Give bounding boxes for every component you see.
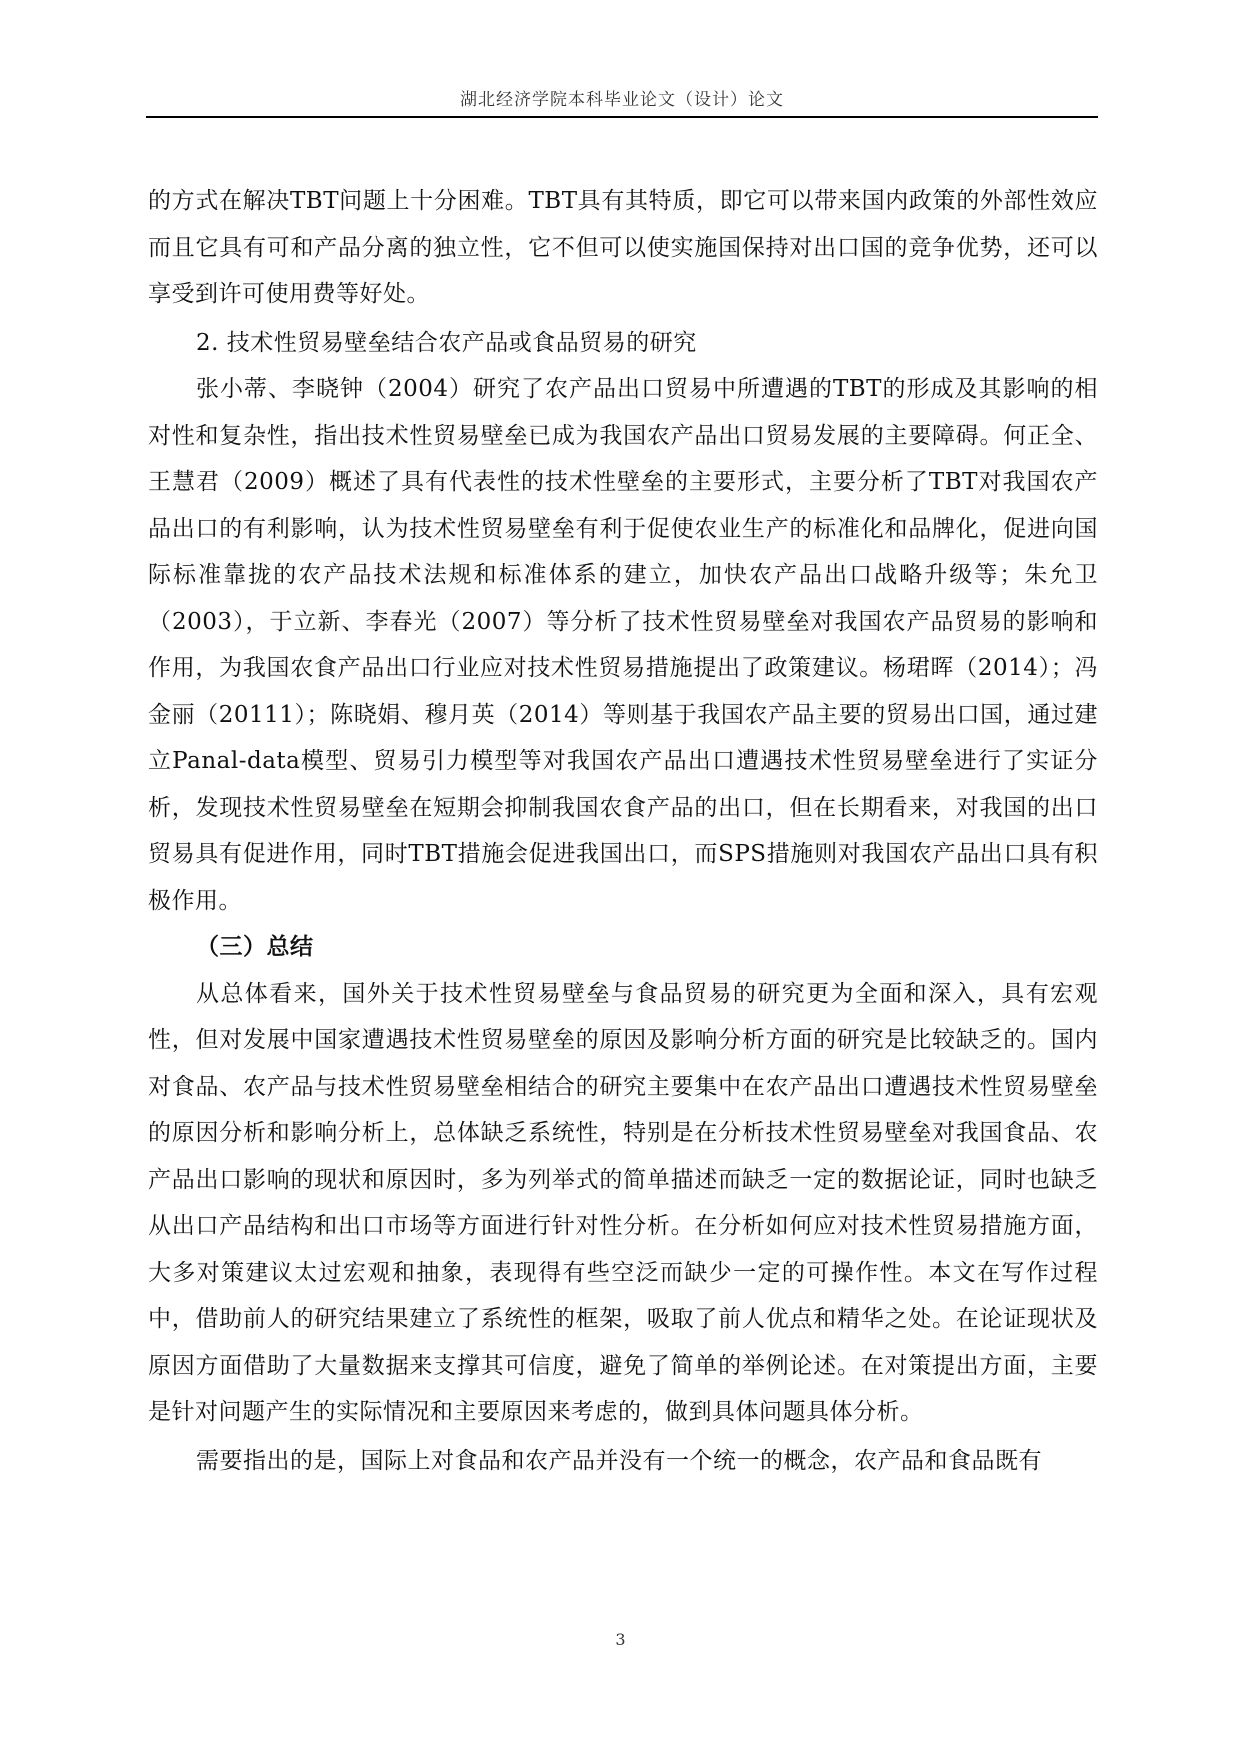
paragraph-summary: 从总体看来，国外关于技术性贸易壁垒与食品贸易的研究更为全面和深入，具有宏观性，但对发展中国家遭遇技术性贸易壁垒的原因及影响分析方面的研究是比较缺乏的。国内对食品、农产品与技术性贸易壁垒相结合的研究主要集中在农产品出口遭遇技术性贸易壁垒的原因分析和影响分析上，总体缺乏系统性，特别是在分析技术性贸易壁垒对我国食品、农产品出口影响的现状和原因时，多为列举式的简单描述而缺乏一定的数据论证，同时也缺乏从出口产品结构和出口市场等方面进行针对性分析。在分析如何应对技术性贸易措施方面，大多对策建议太过宏观和抽象，表现得有些空泛而缺少一定的可操作性。本文在写作过程中，借助前人的研究结果建立了系统性的框架，吸取了前人优点和精华之处。在论证现状及原因方面借助了大量数据来支撑其可信度，避免了简单的举例论述。在对策提出方面，主要是针对问题产生的实际情况和主要原因来考虑的，做到具体问题具体分析。 — [148, 980, 1098, 1425]
section-heading-summary: （三）总结 — [196, 934, 314, 960]
paragraph-continuation: 的方式在解决TBT问题上十分困难。TBT具有其特质，即它可以带来国内政策的外部性效应而且它具有可和产品分离的独立性，它不但可以使实施国保持对出口国的竞争优势，还可以享受到许可使用费等好处。 — [148, 188, 1098, 307]
paragraph-domestic-research: 张小蒂、李晓钟（2004）研究了农产品出口贸易中所遭遇的TBT的形成及其影响的相对性和复杂性，指出技术性贸易壁垒已成为我国农产品出口贸易发展的主要障碍。何正全、王慧君（2009）概述了具有代表性的技术性壁垒的主要形式，主要分析了TBT对我国农产品出口的有利影响，认为技术性贸易壁垒有利于促使农业生产的标准化和品牌化，促进向国际标准靠拢的农产品技术法规和标准体系的建立，加快农产品出口战略升级等；朱允卫（2003），于立新、李春光（2007）等分析了技术性贸易壁垒对我国农产品贸易的影响和作用，为我国农食产品出口行业应对技术性贸易措施提出了政策建议。杨珺晖（2014）；冯金丽（20111）；陈晓娟、穆月英（2014）等则基于我国农产品主要的贸易出口国，通过建立Panal-data模型、贸易引力模型等对我国农产品出口遭遇技术性贸易壁垒进行了实证分析，发现技术性贸易壁垒在短期会抑制我国农食产品的出口，但在长期看来，对我国的出口贸易具有促进作用，同时TBT措施会促进我国出口，而SPS措施则对我国农产品出口具有积极作用。 — [148, 376, 1098, 914]
paragraph-definition-note: 需要指出的是，国际上对食品和农产品并没有一个统一的概念，农产品和食品既有 — [196, 1447, 1042, 1474]
running-header — [146, 84, 1098, 118]
body-text — [148, 178, 1098, 1484]
running-header-title: 湖北经济学院本科毕业论文（设计）论文 — [460, 90, 784, 110]
subheading-research-item-2: 2. 技术性贸易壁垒结合农产品或食品贸易的研究 — [196, 329, 697, 356]
page-number: 3 — [615, 1630, 626, 1649]
